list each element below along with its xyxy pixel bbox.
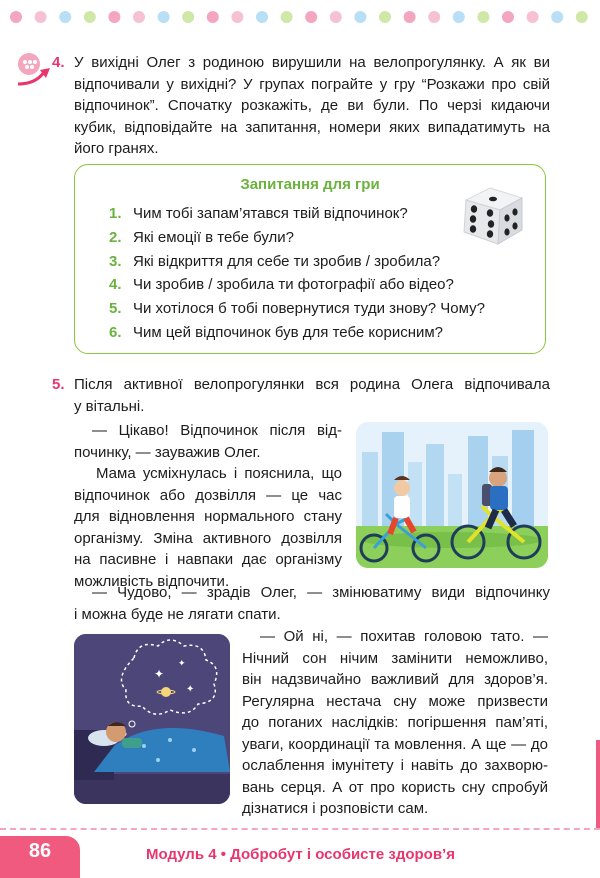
page-number: 86 (28, 840, 52, 862)
decor-dot (281, 11, 293, 23)
exercise-4-text (74, 52, 550, 160)
footer-divider (0, 828, 600, 830)
text-line: починку, — зауважив Олег. (74, 443, 261, 461)
decor-dot (576, 11, 588, 23)
question-number: 4. (109, 276, 122, 293)
text-line: вань серця. А от про користь сну спробуй (242, 778, 548, 796)
decor-dot (256, 11, 268, 23)
question-number: 1. (109, 205, 122, 222)
text-line: Після активної велопрогулянки вся родина Олега відпочивала (74, 376, 550, 393)
text-line: відпочинок або дозвілля — це час (74, 486, 342, 504)
dice-icon (460, 186, 528, 248)
decor-dot (453, 11, 465, 23)
exercise-4-number: 4. (52, 54, 65, 71)
decor-dot (330, 11, 342, 23)
text-line: дізнатися і розповісти сам. (242, 800, 429, 817)
text-line: Мама усміхнулась і пояснила, що (96, 465, 342, 482)
side-marker (596, 740, 600, 830)
decor-dot (428, 11, 440, 23)
decor-dot (354, 11, 366, 23)
question-number: 3. (109, 253, 122, 270)
question-text: Які відкриття для себе ти зробив / зробила? (133, 253, 441, 270)
decor-dot (35, 11, 47, 23)
question-text: Чим тобі запам’ятався твій відпочинок? (133, 205, 408, 222)
decor-dot (108, 11, 120, 23)
sleeping-boy-illustration (74, 634, 230, 804)
text-line: Нічний сон нічим замінити неможливо, (242, 649, 548, 667)
text-line: для відновлення нормального стану (74, 508, 342, 525)
question-item (109, 229, 294, 246)
question-item (109, 205, 408, 222)
decor-dot (84, 11, 96, 23)
text-line: кубик, відповідайте на запитання, номери яких випадатимуть на (74, 118, 550, 136)
text-line: — Чудово, — зрадів Олег, — змінюватиму види відпочинку (92, 584, 550, 601)
question-number: 2. (109, 229, 122, 246)
svg-text:✦: ✦ (154, 667, 165, 681)
question-item (109, 324, 443, 341)
decor-dot (158, 11, 170, 23)
text-line: — Цікаво! Відпочинок після від- (92, 422, 342, 439)
story-right-text (242, 626, 548, 820)
text-line: у вітальні. (74, 397, 145, 415)
story-full-text (74, 582, 550, 625)
text-line: відпочивали у вихідні? У групах пограйте у гру “Розкажи про свій (74, 75, 550, 93)
text-line: організму. Зміна активного дозвілля (74, 529, 342, 547)
text-line: У вихідні Олег з родиною вирушили на велопрогулянку. А як ви (74, 54, 550, 71)
exercise-5-number: 5. (52, 376, 65, 393)
box-title: Запитання для гри (240, 176, 380, 193)
decor-dot (527, 11, 539, 23)
text-line: ослаблення імунітету і навіть до захворю- (242, 757, 548, 774)
bike-ride-image (356, 422, 548, 568)
text-line: відпочинок”. Спочатку розкажіть, де ви були. По черзі кидаючи (74, 97, 550, 114)
text-line: Регулярна нестача сну може призвести (242, 692, 548, 710)
story-left-text (74, 420, 342, 592)
top-dots-decoration (10, 10, 590, 24)
decor-dot (59, 11, 71, 23)
exercise-5-text (74, 374, 550, 417)
text-line: уваги, координації та мовлення. А ще — до (242, 735, 548, 753)
svg-text:✦: ✦ (186, 684, 195, 695)
decor-dot (379, 11, 391, 23)
question-text: Чим цей відпочинок був для тебе корисним? (133, 324, 444, 341)
question-number: 5. (109, 300, 122, 317)
sleep-image (74, 634, 230, 804)
text-line: на пасивне і навпаки дає організму (74, 551, 342, 568)
decor-dot (502, 11, 514, 23)
module-title: Модуль 4 • Добробут і особисте здоров’я (146, 846, 455, 863)
decor-dot (551, 11, 563, 23)
text-line: можливість відпочити. (74, 572, 230, 590)
text-line: він надзвичайно важливий для здоров’я. (242, 671, 548, 688)
decor-dot (133, 11, 145, 23)
decor-dot (231, 11, 243, 23)
question-text: Які емоції в тебе були? (133, 229, 295, 246)
question-text: Чи зробив / зробила ти фотографії або відео? (133, 276, 454, 293)
question-item (109, 253, 440, 270)
question-text: Чи хотілося б тобі повернутися туди знову? Чому? (133, 300, 485, 317)
text-line: його гранях. (74, 140, 159, 157)
text-line: і можна буде не лягати спати. (74, 605, 281, 623)
question-number: 6. (109, 324, 122, 341)
decor-dot (305, 11, 317, 23)
text-line: — Ой ні, — похитав головою тато. — (260, 628, 548, 645)
question-item (109, 276, 454, 293)
decor-dot (404, 11, 416, 23)
decor-dot (182, 11, 194, 23)
decor-dot (477, 11, 489, 23)
svg-text:✦: ✦ (178, 659, 186, 669)
group-work-icon (14, 50, 54, 90)
decor-dot (207, 11, 219, 23)
decor-dot (10, 11, 22, 23)
family-bike-ride-illustration (356, 422, 548, 568)
text-line: до поганих наслідків: погіршення пам’яті, (242, 714, 548, 731)
question-item (109, 300, 485, 317)
